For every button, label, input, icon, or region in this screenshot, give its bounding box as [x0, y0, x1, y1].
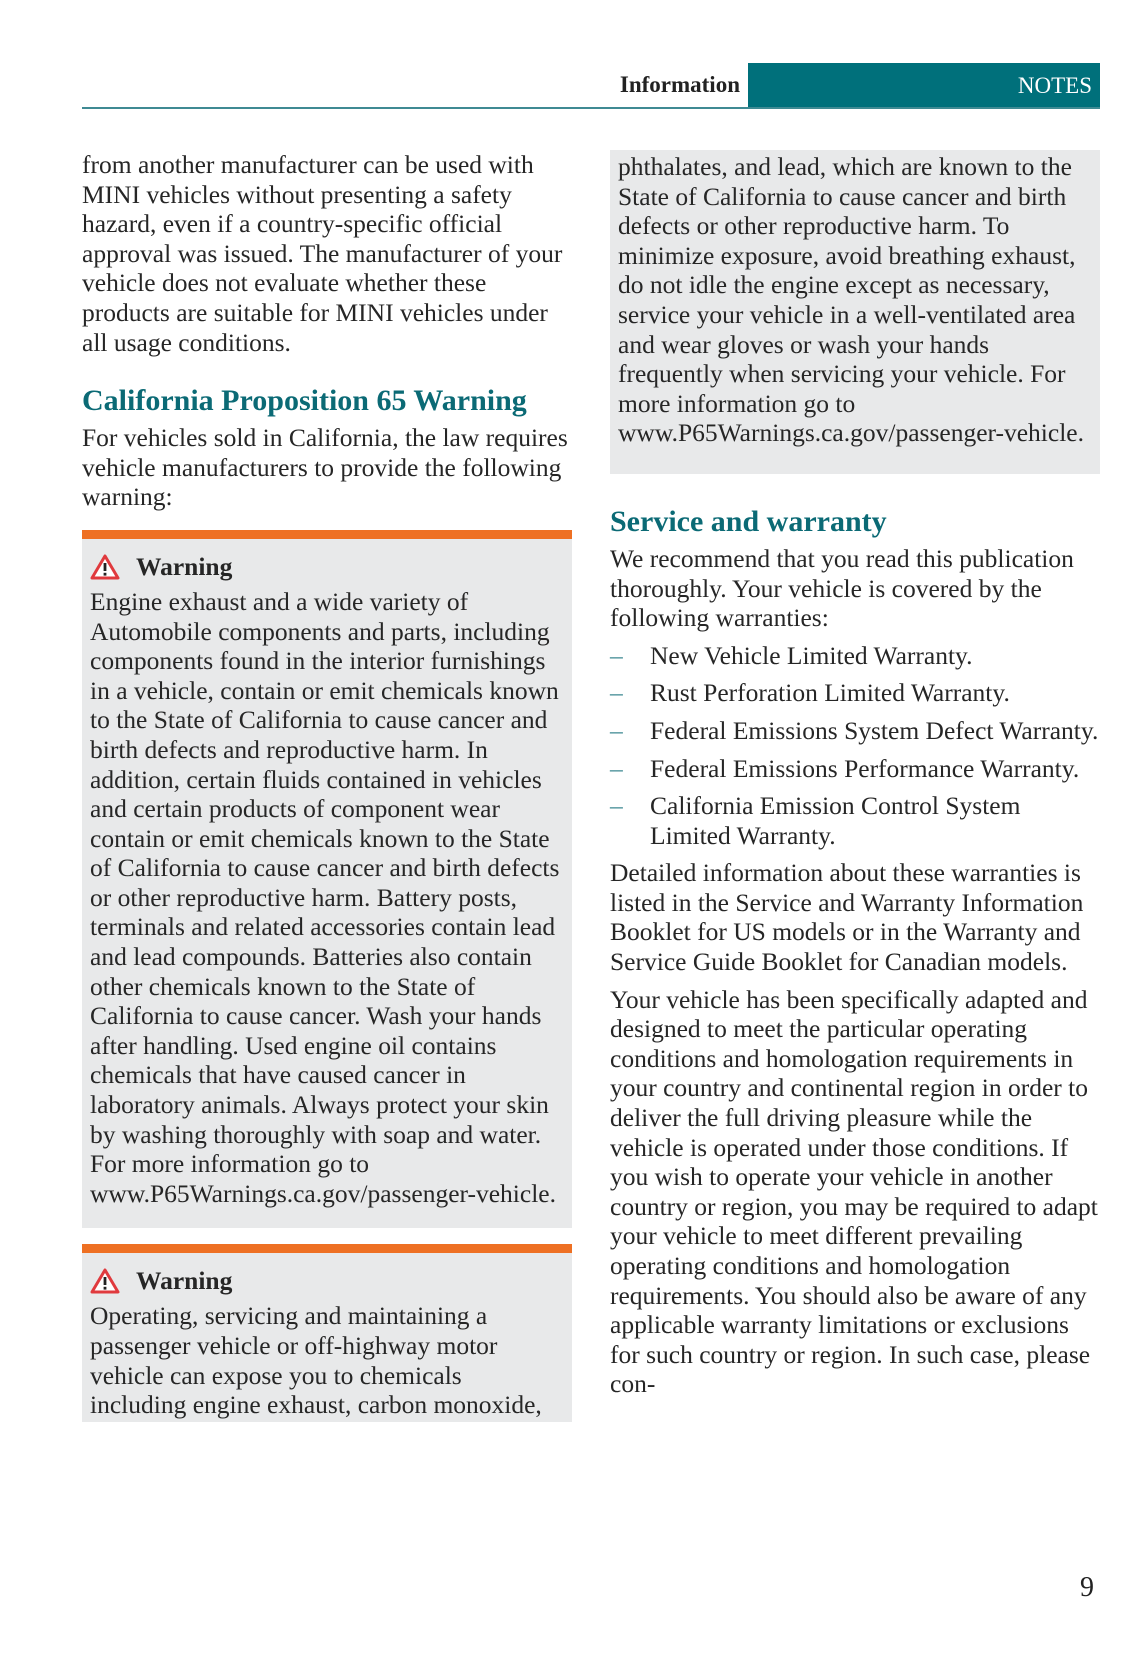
warning-box — [82, 1244, 572, 1421]
warning-title-row — [90, 1263, 564, 1299]
dash-bullet-icon: – — [610, 678, 623, 708]
intro-paragraph: from another manufacturer can be used with MINI vehicles without presenting a safety hazard, even if a country-specific official approval was issued. The manufacturer of your vehicle does not evaluate whether these products are suitable for MINI vehicles under all usage conditions. — [82, 150, 563, 357]
warranty-item: Federal Emissions Performance Warranty. — [650, 753, 1080, 783]
warning-triangle-icon — [90, 554, 120, 580]
warning-title: Warning — [136, 551, 233, 581]
warning-text: Engine exhaust and a wide variety of Automobile components and parts, including components found in the interior furnishings in a vehicle, contain or emit chemicals known to the State of California to cause cancer and birth defects and reproductive harm. In addition, certain fluids contained in vehicles and certain products of component wear contain or emit chemicals known to the State of California to cause cancer and birth defects or other reproductive harm. Battery posts, terminals and related accessories contain lead and lead compounds. Batteries also contain other chemicals known to the State of California to cause cancer. Wash your hands after handling. Used engine oil contains chemicals that have caused cancer in laboratory animals. Always protect your skin by washing thoroughly with soap and water. For more information go to www.P65Warnings.ca.gov/passenger-vehicle. — [90, 586, 560, 1208]
list-item — [610, 641, 1100, 671]
dash-bullet-icon: – — [610, 715, 623, 745]
warranty-item: Federal Emissions System Defect Warranty. — [650, 715, 1099, 745]
dash-bullet-icon: – — [610, 791, 623, 821]
page-number: 9 — [1080, 1572, 1094, 1603]
warning-continuation-text: phthalates, and lead, which are known to the State of California to cause cancer and birth defects or other reproductive harm. To minimize exposure, avoid breathing exhaust, do not idle the engine except as necessary, service your vehicle in a well-ventilated area and wear gloves or wash your hands frequently when servicing your vehicle. For more information go to www.P65Warnings.ca.gov/passenger-vehicle. — [618, 152, 1084, 448]
list-item — [610, 678, 1100, 708]
service-warranty-heading: Service and warranty — [610, 504, 887, 538]
header-section-title: Information — [619, 72, 740, 97]
warning-text: Operating, servicing and maintaining a passenger vehicle or off-highway motor vehicle can expose you to chemicals including engine exhaust, carbon monoxide, — [90, 1301, 542, 1420]
dash-bullet-icon: – — [610, 640, 623, 670]
service-intro: We recommend that you read this publication thoroughly. Your vehicle is covered by the following warranties: — [610, 543, 1074, 633]
warranty-details-paragraph: Detailed information about these warranties is listed in the Service and Warranty Information Booklet for US models or in the Warranty and Service Guide Booklet for Canadian models. — [610, 858, 1084, 977]
header-rule — [82, 107, 1100, 109]
warranty-list — [610, 641, 1100, 851]
list-item — [610, 716, 1100, 746]
warranty-item: Rust Perforation Limited Warranty. — [650, 678, 1010, 708]
left-column — [82, 150, 572, 1422]
list-item — [610, 754, 1100, 784]
prop65-heading: California Proposition 65 Warning — [82, 384, 527, 418]
header-chapter-tab: NOTES — [748, 63, 1100, 108]
warning-box — [82, 530, 572, 1228]
dash-bullet-icon: – — [610, 753, 623, 783]
vehicle-adapted-paragraph: Your vehicle has been specifically adapted and designed to meet the particular operating conditions and homologation requirements in your country and continental region in order to deliver the full driving pleasure while the vehicle is operated under those conditions. If you wish to operate your vehicle in another country or region, you may be required to adapt your vehicle to meet different prevailing operating conditions and homologation requirements. You should also be aware of any applicable warranty limitations or exclusions for such country or region. In such case, please con- — [610, 984, 1098, 1399]
prop65-intro: For vehicles sold in California, the law requires vehicle manufacturers to provide the following warning: — [82, 423, 568, 512]
warning-continuation-box — [610, 150, 1100, 474]
warning-title: Warning — [136, 1266, 233, 1296]
warning-triangle-icon — [90, 1268, 120, 1294]
warranty-item: California Emission Control System Limited Warranty. — [650, 791, 1021, 850]
list-item — [610, 791, 1100, 850]
right-column — [610, 150, 1100, 1399]
warning-title-row — [90, 549, 564, 585]
warranty-item: New Vehicle Limited Warranty. — [650, 640, 973, 670]
